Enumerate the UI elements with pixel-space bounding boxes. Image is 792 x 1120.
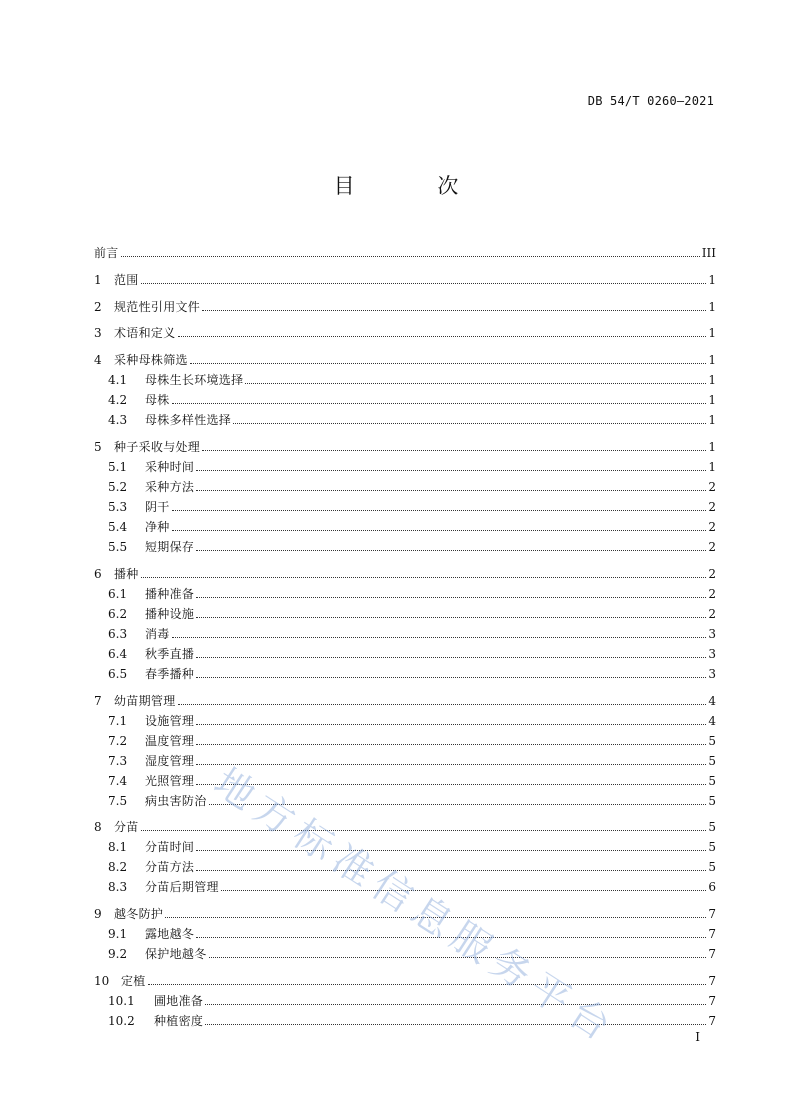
- toc-entry[interactable]: [94, 407, 716, 427]
- toc-entry[interactable]: [94, 941, 716, 961]
- toc-entry[interactable]: [94, 748, 716, 768]
- toc-entry-number: 5: [94, 439, 102, 454]
- toc-entry-number: 5.1: [108, 459, 128, 474]
- toc-leader-dots: [196, 550, 706, 551]
- toc-entry-page: 1: [708, 299, 716, 314]
- toc-entry-label: 分苗后期管理: [145, 880, 219, 895]
- toc-entry[interactable]: [94, 494, 716, 514]
- toc-leader-dots: [190, 363, 706, 364]
- toc-entry[interactable]: [94, 641, 716, 661]
- toc-entry-number: 10: [94, 973, 110, 988]
- toc-entry-label: 分苗时间: [145, 840, 195, 855]
- toc-entry-label: 范围: [114, 272, 139, 287]
- toc-entry[interactable]: [94, 708, 716, 728]
- toc-entry[interactable]: [94, 294, 716, 314]
- toc-entry-number: 8: [94, 820, 102, 835]
- toc-entry[interactable]: [94, 661, 716, 681]
- toc-entry[interactable]: [94, 788, 716, 808]
- toc-entry-page: 1: [708, 353, 716, 368]
- toc-leader-dots: [233, 423, 706, 424]
- toc-entry[interactable]: [94, 434, 716, 454]
- toc-entry[interactable]: [94, 240, 716, 260]
- toc-entry-page: 1: [708, 373, 716, 388]
- toc-entry-label: 规范性引用文件: [114, 299, 201, 314]
- toc-entry[interactable]: [94, 367, 716, 387]
- toc-leader-dots: [196, 490, 706, 491]
- toc-entry-label: 播种设施: [145, 606, 195, 621]
- toc-entry-page: 1: [708, 459, 716, 474]
- toc-entry[interactable]: [94, 387, 716, 407]
- toc-leader-dots: [172, 637, 706, 638]
- toc-entry-label: 净种: [145, 519, 170, 534]
- toc-entry-page: 1: [708, 272, 716, 287]
- toc-entry-page: 5: [708, 860, 716, 875]
- toc-entry-page: 6: [708, 880, 716, 895]
- toc-entry-label: 光照管理: [145, 773, 195, 788]
- toc-entry-page: 7: [708, 1013, 716, 1028]
- toc-entry-page: 7: [708, 907, 716, 922]
- document-code: DB 54/T 0260—2021: [587, 94, 714, 108]
- toc-entry-number: 8.1: [108, 840, 128, 855]
- toc-entry-number: 4.2: [108, 393, 128, 408]
- watermark: 地方标准信息服务平台: [205, 760, 625, 1054]
- toc-entry[interactable]: [94, 474, 716, 494]
- toc-entry-page: 3: [708, 646, 716, 661]
- toc-entry-page: 3: [708, 666, 716, 681]
- toc-entry[interactable]: [94, 267, 716, 287]
- toc-entry[interactable]: [94, 621, 716, 641]
- toc-entry-page: 1: [708, 393, 716, 408]
- toc-entry[interactable]: [94, 581, 716, 601]
- toc-entry-label: 幼苗期管理: [114, 693, 176, 708]
- toc-leader-dots: [196, 470, 706, 471]
- toc-entry-number: 6.1: [108, 586, 128, 601]
- toc-entry-label: 术语和定义: [114, 326, 176, 341]
- toc-entry-number: 8.3: [108, 880, 128, 895]
- toc-entry-number: 6.2: [108, 606, 128, 621]
- toc-entry-page: 1: [708, 326, 716, 341]
- toc-leader-dots: [172, 530, 706, 531]
- toc-leader-dots: [196, 677, 706, 678]
- toc-entry-page: 2: [708, 566, 716, 581]
- toc-leader-dots: [172, 403, 706, 404]
- toc-entry-number: 4.1: [108, 373, 128, 388]
- toc-leader-dots: [141, 577, 706, 578]
- toc-leader-dots: [121, 256, 700, 257]
- toc-entry[interactable]: [94, 320, 716, 340]
- toc-entry-page: 5: [708, 840, 716, 855]
- toc-leader-dots: [205, 1024, 706, 1025]
- toc-entry-number: 2: [94, 299, 102, 314]
- toc-entry-number: 3: [94, 326, 102, 341]
- toc-entry-number: 7: [94, 693, 102, 708]
- toc-entry-page: 3: [708, 626, 716, 641]
- toc-entry[interactable]: [94, 534, 716, 554]
- toc-entry-label: 短期保存: [145, 539, 195, 554]
- toc-entry-page: 2: [708, 519, 716, 534]
- toc-leader-dots: [202, 310, 706, 311]
- toc-entry-label: 母株: [145, 393, 170, 408]
- toc-entry-page: 5: [708, 793, 716, 808]
- toc-entry-label: 采种方法: [145, 479, 195, 494]
- toc-leader-dots: [172, 510, 706, 511]
- toc-entry-number: 9: [94, 907, 102, 922]
- toc-entry-label: 前言: [94, 246, 119, 260]
- toc-entry[interactable]: [94, 454, 716, 474]
- toc-entry-number: 10.2: [108, 1013, 135, 1028]
- toc-entry-label: 露地越冬: [145, 927, 195, 942]
- toc-entry-number: 5.5: [108, 539, 128, 554]
- toc-entry-number: 4: [94, 353, 102, 368]
- toc-entry[interactable]: [94, 728, 716, 748]
- toc-entry-number: 7.2: [108, 733, 128, 748]
- toc-entry-page: 7: [708, 993, 716, 1008]
- toc-leader-dots: [245, 383, 706, 384]
- toc-leader-dots: [196, 657, 706, 658]
- toc-leader-dots: [196, 850, 706, 851]
- toc-entry-label: 春季播种: [145, 666, 195, 681]
- toc-entry-label: 定植: [121, 973, 146, 988]
- toc-entry-number: 6.5: [108, 666, 128, 681]
- toc-entry-label: 种植密度: [154, 1013, 204, 1028]
- toc-leader-dots: [141, 830, 706, 831]
- toc-leader-dots: [196, 764, 706, 765]
- toc-entry-page: 5: [708, 753, 716, 768]
- toc-leader-dots: [196, 597, 706, 598]
- toc-entry-label: 母株生长环境选择: [145, 373, 244, 388]
- toc-leader-dots: [202, 450, 706, 451]
- toc-entry-label: 采种时间: [145, 459, 195, 474]
- toc-leader-dots: [196, 744, 706, 745]
- toc-entry-label: 采种母株筛选: [114, 353, 188, 368]
- page-title: 目 次: [333, 174, 497, 198]
- toc-entry-label: 温度管理: [145, 733, 195, 748]
- toc-entry-number: 9.2: [108, 947, 128, 962]
- toc-leader-dots: [221, 890, 706, 891]
- toc-entry-label: 阴干: [145, 499, 170, 514]
- toc-entry-label: 越冬防护: [114, 907, 164, 922]
- toc-entry-number: 9.1: [108, 927, 128, 942]
- toc-leader-dots: [148, 984, 706, 985]
- toc-leader-dots: [205, 1004, 706, 1005]
- toc-entry-page: 7: [708, 947, 716, 962]
- toc-leader-dots: [196, 870, 706, 871]
- toc-entry-label: 播种准备: [145, 586, 195, 601]
- toc-entry[interactable]: [94, 601, 716, 621]
- toc-entry[interactable]: [94, 768, 716, 788]
- toc-entry-page: 2: [708, 606, 716, 621]
- toc-entry-page: III: [701, 246, 716, 260]
- toc-entry-label: 分苗: [114, 820, 139, 835]
- toc-entry-label: 消毒: [145, 626, 170, 641]
- toc-entry[interactable]: [94, 347, 716, 367]
- toc-entry[interactable]: [94, 688, 716, 708]
- toc-entry-page: 1: [708, 413, 716, 428]
- toc-entry-label: 播种: [114, 566, 139, 581]
- toc-entry-page: 5: [708, 733, 716, 748]
- toc-entry-page: 5: [708, 820, 716, 835]
- toc-entry-number: 7.3: [108, 753, 128, 768]
- toc-entry-label: 母株多样性选择: [145, 413, 232, 428]
- toc-entry-page: 7: [708, 973, 716, 988]
- toc-entry-page: 5: [708, 773, 716, 788]
- toc-entry[interactable]: [94, 561, 716, 581]
- toc-entry-number: 5.4: [108, 519, 128, 534]
- toc-leader-dots: [178, 704, 706, 705]
- toc-entry-number: 7.5: [108, 793, 128, 808]
- toc-entry-label: 圃地准备: [154, 993, 204, 1008]
- toc-entry-label: 病虫害防治: [145, 793, 207, 808]
- toc-entry-page: 7: [708, 927, 716, 942]
- page-number: I: [695, 1030, 700, 1044]
- toc-leader-dots: [196, 617, 706, 618]
- toc-entry-page: 4: [708, 713, 716, 728]
- toc-entry-number: 10.1: [108, 993, 135, 1008]
- toc-entry-page: 4: [708, 693, 716, 708]
- toc-leader-dots: [178, 336, 706, 337]
- toc-entry-number: 4.3: [108, 413, 128, 428]
- toc-entry-page: 2: [708, 499, 716, 514]
- toc-entry-number: 6: [94, 566, 102, 581]
- toc-leader-dots: [196, 724, 706, 725]
- toc-entry-label: 设施管理: [145, 713, 195, 728]
- toc-leader-dots: [141, 283, 706, 284]
- toc-entry[interactable]: [94, 834, 716, 854]
- toc-entry-number: 8.2: [108, 860, 128, 875]
- toc-entry-page: 2: [708, 586, 716, 601]
- toc-entry-number: 6.3: [108, 626, 128, 641]
- toc-entry[interactable]: [94, 514, 716, 534]
- toc-entry-number: 5.2: [108, 479, 128, 494]
- toc-entry-number: 5.3: [108, 499, 128, 514]
- toc-entry-label: 湿度管理: [145, 753, 195, 768]
- toc-entry-page: 2: [708, 479, 716, 494]
- toc-entry-label: 保护地越冬: [145, 947, 207, 962]
- toc-entry-number: 1: [94, 272, 102, 287]
- toc-entry-number: 7.4: [108, 773, 128, 788]
- toc-entry-label: 分苗方法: [145, 860, 195, 875]
- toc-entry-page: 2: [708, 539, 716, 554]
- toc-entry[interactable]: [94, 814, 716, 834]
- toc-entry-number: 6.4: [108, 646, 128, 661]
- toc-entry-label: 秋季直播: [145, 646, 195, 661]
- toc-entry[interactable]: [94, 968, 716, 988]
- toc-entry-page: 1: [708, 439, 716, 454]
- toc-entry-number: 7.1: [108, 713, 128, 728]
- toc-entry-label: 种子采收与处理: [114, 439, 201, 454]
